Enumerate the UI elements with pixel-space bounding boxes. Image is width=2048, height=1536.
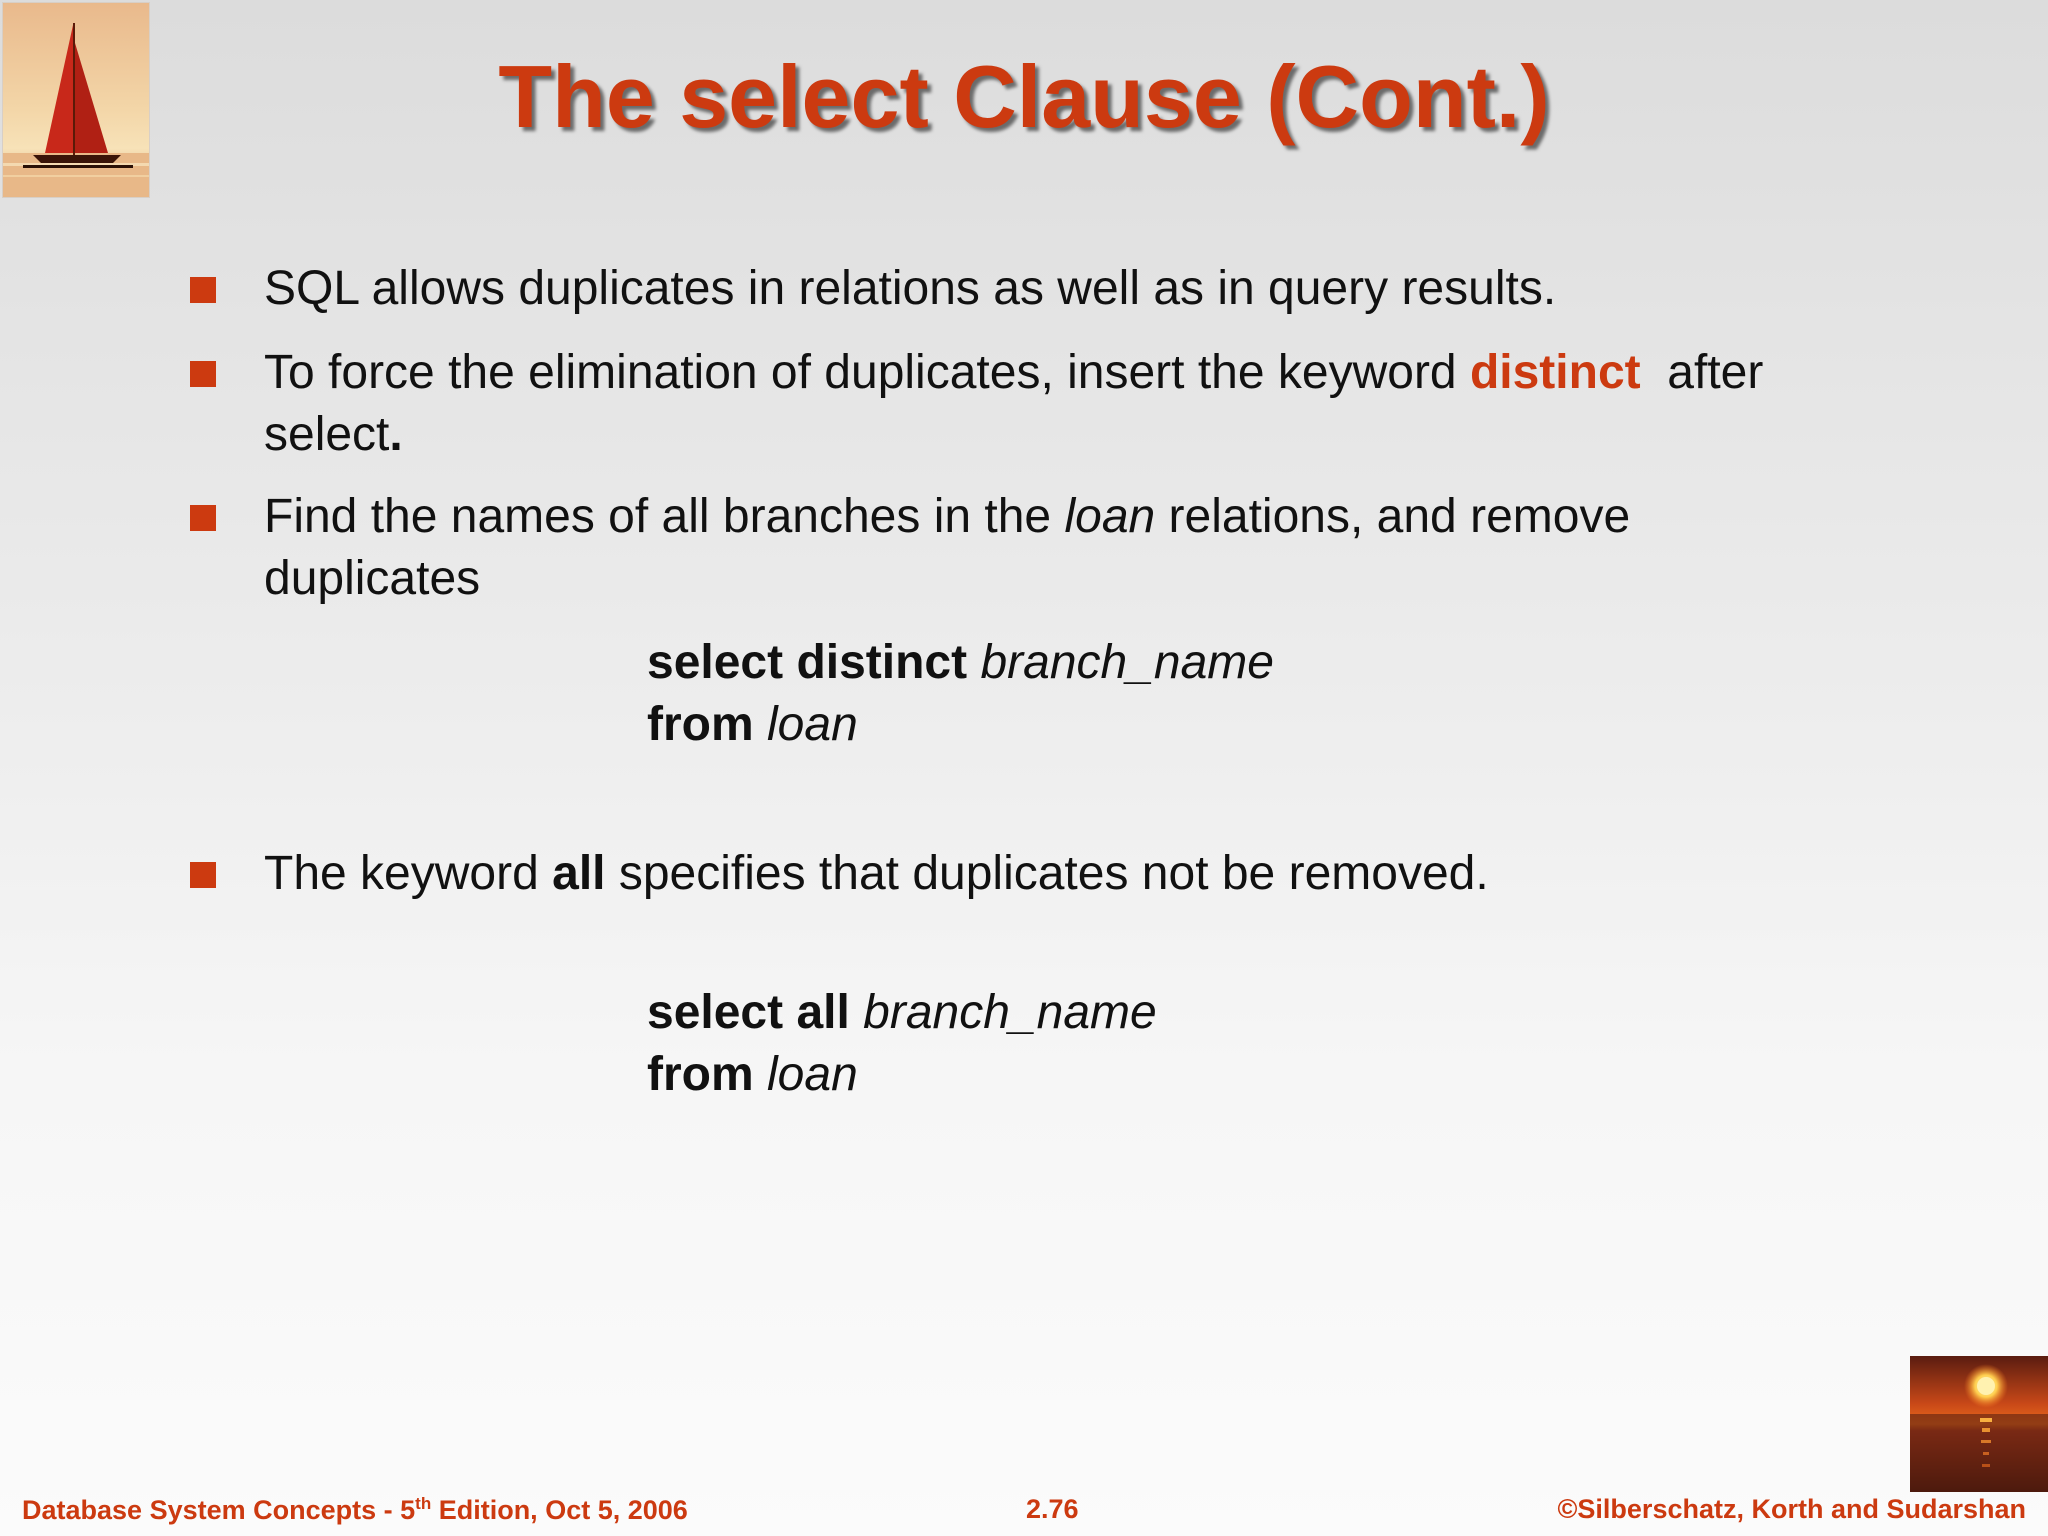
- keyword-all: all: [552, 847, 606, 900]
- footer-sup: th: [415, 1494, 432, 1513]
- footer-left-part2: Edition, Oct 5, 2006: [431, 1495, 688, 1525]
- footer-left-part1: Database System Concepts - 5: [22, 1495, 416, 1525]
- bullet-3-text-before: Find the names of all branches in the: [264, 490, 1065, 543]
- bullet-2-text-before: To force the elimination of duplicates, insert the keyword: [264, 346, 1470, 399]
- keyword-distinct: distinct: [1469, 346, 1641, 399]
- bullet-3-line2: duplicates: [264, 552, 481, 605]
- from-keyword: from: [647, 1048, 754, 1101]
- attribute-branch-name: branch_name: [863, 986, 1157, 1039]
- bullet-2-line2: select: [264, 408, 390, 461]
- footer-book-title: [22, 1494, 688, 1526]
- query-distinct: [647, 632, 1274, 756]
- bullet-square-icon: [190, 862, 216, 888]
- bullet-2-period: .: [389, 408, 403, 461]
- query-all: [647, 982, 1157, 1106]
- select-all-keyword: select all: [647, 986, 850, 1039]
- attribute-branch-name: branch_name: [980, 636, 1274, 689]
- footer-copyright: ©Silberschatz, Korth and Sudarshan: [1557, 1494, 2026, 1524]
- relation-loan: loan: [767, 698, 858, 751]
- bullet-text: [264, 486, 1984, 610]
- bullet-1-text: SQL allows duplicates in relations as well as in query results.: [264, 262, 1557, 315]
- bullet-square-icon: [190, 361, 216, 387]
- bullet-2-text-after: after: [1640, 346, 1764, 399]
- select-distinct-keyword: select distinct: [647, 636, 968, 689]
- sunset-logo-icon: [1910, 1356, 2048, 1492]
- bullet-4-text-after: specifies that duplicates not be removed.: [605, 847, 1489, 900]
- relation-loan: loan: [767, 1048, 858, 1101]
- from-keyword: from: [647, 698, 754, 751]
- bullet-text: [264, 843, 1984, 905]
- bullet-4-text-before: The keyword: [264, 847, 553, 900]
- bullet-3-text-after: relations, and remove: [1155, 490, 1631, 543]
- relation-loan: loan: [1064, 490, 1156, 543]
- slide-title: The select Clause (Cont.): [498, 47, 1550, 146]
- bullet-square-icon: [190, 505, 216, 531]
- bullet-text: [264, 342, 1984, 466]
- bullet-square-icon: [190, 277, 216, 303]
- bullet-text: [264, 258, 1984, 320]
- footer-page-number: 2.76: [1026, 1494, 1079, 1524]
